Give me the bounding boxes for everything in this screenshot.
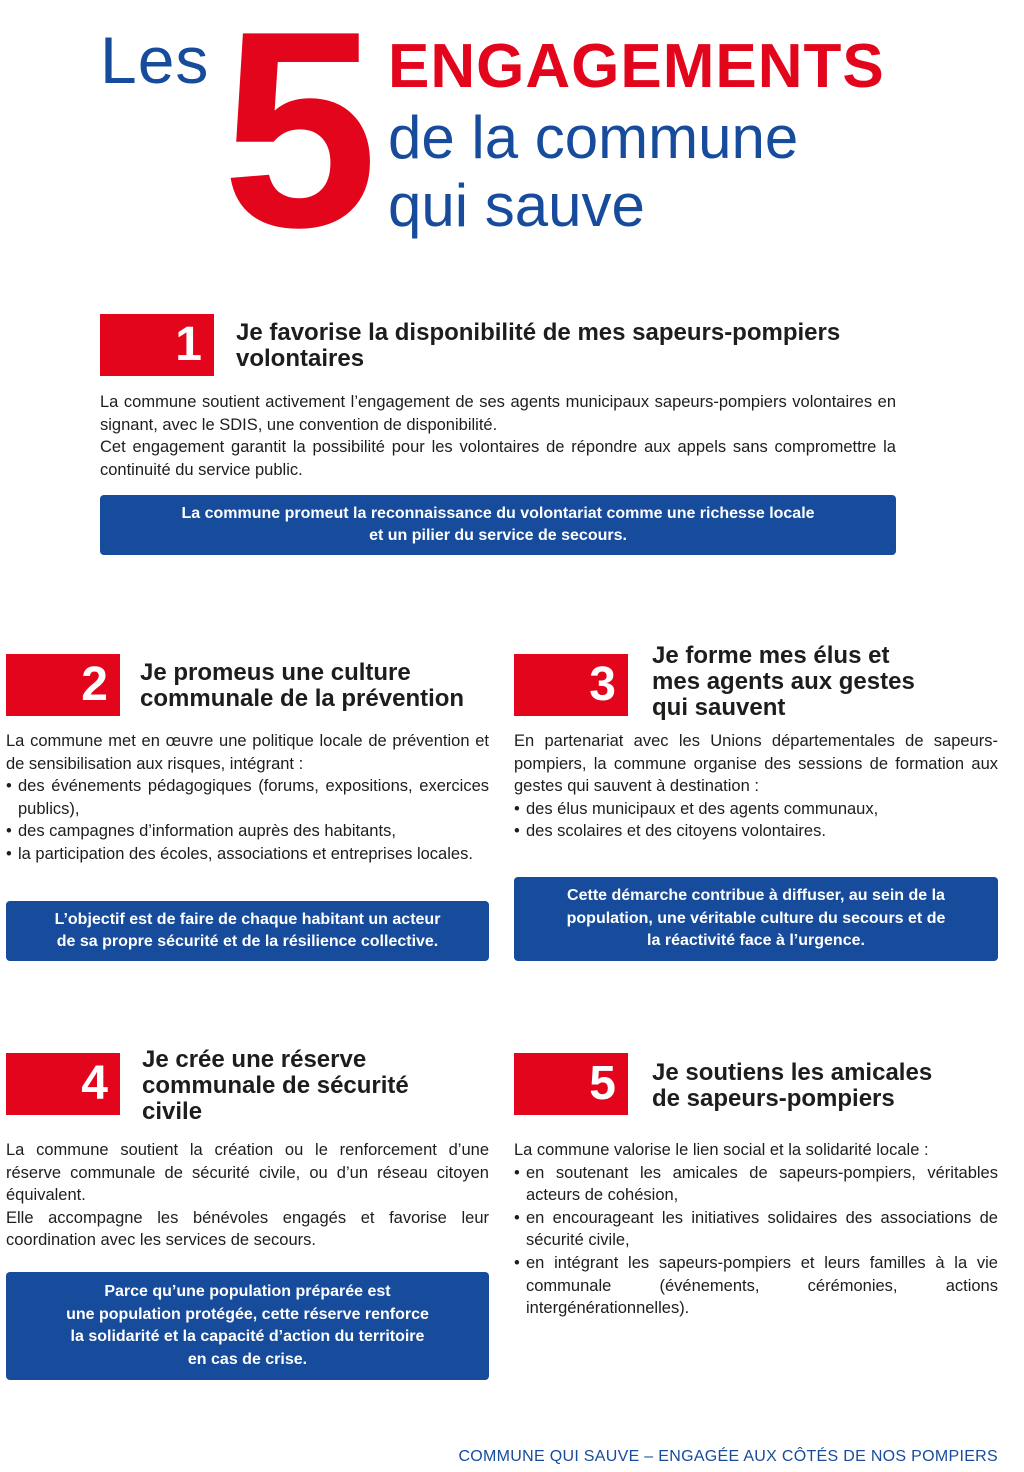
engagement-heading-5 — [652, 1060, 992, 1112]
engagement-number-1: 1 — [100, 314, 214, 376]
heading-line: civile — [142, 1098, 203, 1125]
paragraph: En partenariat avec les Unions départementales de sapeurs-pompiers, la commune organise des sessions de formation aux gestes qui sauvent à destination : — [514, 732, 998, 796]
callout-line: L’objectif est de faire de chaque habitant un acteur — [54, 910, 441, 928]
callout-line: Cette démarche contribue à diffuser, au sein de la — [567, 887, 945, 905]
engagement-number-3: 3 — [514, 654, 628, 716]
heading-line: Je favorise la disponibilité de mes sapeurs-pompiers — [236, 319, 841, 346]
engagement-body-4 — [6, 1139, 489, 1252]
engagement-body-2 — [6, 730, 489, 866]
list-item: • des scolaires et des citoyens volontaires. — [514, 820, 998, 843]
engagement-callout-2 — [6, 901, 489, 961]
title-line2: de la commune — [388, 104, 799, 171]
title-les: Les — [100, 23, 210, 97]
callout-line: La commune promeut la reconnaissance du volontariat comme une richesse locale — [181, 504, 815, 522]
heading-line: volontaires — [236, 345, 365, 372]
callout-line: en cas de crise. — [187, 1350, 308, 1368]
engagement-number-5: 5 — [514, 1053, 628, 1115]
paragraph: La commune soutient activement l’engagement de ses agents municipaux sapeurs-pompiers volontaires en signant, avec le SDIS, une convention de disponibilité. — [100, 393, 896, 434]
list-item: • des campagnes d’information auprès des habitants, — [6, 820, 489, 843]
engagement-callout-4 — [6, 1272, 489, 1380]
engagement-number-4: 4 — [6, 1053, 120, 1115]
engagement-heading-1 — [236, 320, 936, 372]
callout-line: la réactivité face à l’urgence. — [647, 932, 865, 950]
title-line3: qui sauve — [388, 172, 645, 239]
paragraph: La commune valorise le lien social et la solidarité locale : — [514, 1141, 929, 1159]
list-item: • en encourageant les initiatives solidaires des associations de sécurité civile, — [514, 1207, 998, 1252]
engagement-callout-3 — [514, 877, 998, 961]
heading-line: Je crée une réserve — [142, 1046, 367, 1073]
list-item: • des élus municipaux et des agents communaux, — [514, 798, 998, 821]
engagement-heading-3 — [652, 643, 992, 721]
list-item: • des événements pédagogiques (forums, expositions, exercices publics), — [6, 775, 489, 820]
engagement-body-3 — [514, 730, 998, 843]
bullet-list — [514, 1162, 998, 1320]
paragraph: La commune soutient la création ou le renforcement d’une réserve communale de sécurité civile, ou d’un réseau citoyen équivalent. — [6, 1141, 489, 1205]
engagement-number-2: 2 — [6, 654, 120, 716]
list-item: • en soutenant les amicales de sapeurs-pompiers, véritables acteurs de cohésion, — [514, 1162, 998, 1207]
heading-line: communale de sécurité — [142, 1072, 409, 1099]
title-number: 5 — [222, 0, 378, 286]
title-engagements: ENGAGEMENTS — [388, 32, 885, 101]
bullet-list — [6, 775, 489, 865]
heading-line: mes agents aux gestes — [652, 668, 915, 695]
heading-line: Je promeus une culture — [140, 659, 411, 686]
callout-line: et un pilier du service de secours. — [369, 527, 627, 544]
list-item: • en intégrant les sapeurs-pompiers et leurs familles à la vie communale (événements, cérémonies, actions intergénérationnelles). — [514, 1252, 998, 1320]
heading-line: de sapeurs-pompiers — [652, 1085, 895, 1112]
engagement-body-5 — [514, 1139, 998, 1320]
engagement-heading-4 — [142, 1047, 492, 1125]
footer-tagline: COMMUNE QUI SAUVE – ENGAGÉE AUX CÔTÉS DE NOS POMPIERS — [458, 1448, 998, 1465]
heading-line: qui sauvent — [652, 694, 786, 721]
heading-line: communale de la prévention — [140, 685, 465, 712]
engagement-body-1 — [100, 391, 896, 481]
heading-line: Je forme mes élus et — [652, 642, 890, 669]
heading-line: Je soutiens les amicales — [652, 1059, 933, 1086]
callout-line: la solidarité et la capacité d’action du territoire — [70, 1328, 425, 1345]
callout-line: une population protégée, cette réserve renforce — [66, 1305, 429, 1323]
list-item: • la participation des écoles, associations et entreprises locales. — [6, 843, 489, 866]
callout-line: Parce qu’une population préparée est — [104, 1283, 391, 1300]
engagement-heading-2 — [140, 660, 500, 712]
callout-line: population, une véritable culture du secours et de — [566, 909, 946, 927]
bullet-list — [514, 798, 998, 843]
paragraph: Elle accompagne les bénévoles engagés et favorise leur coordination avec les services de secours. — [6, 1208, 489, 1250]
engagement-callout-1 — [100, 495, 896, 555]
paragraph: Cet engagement garantit la possibilité pour les volontaires de répondre aux appels sans compromettre la continuité du service public. — [100, 438, 896, 479]
paragraph: La commune met en œuvre une politique locale de prévention et de sensibilisation aux risques, intégrant : — [6, 732, 489, 773]
callout-line: de sa propre sécurité et de la résilience collective. — [56, 933, 439, 950]
